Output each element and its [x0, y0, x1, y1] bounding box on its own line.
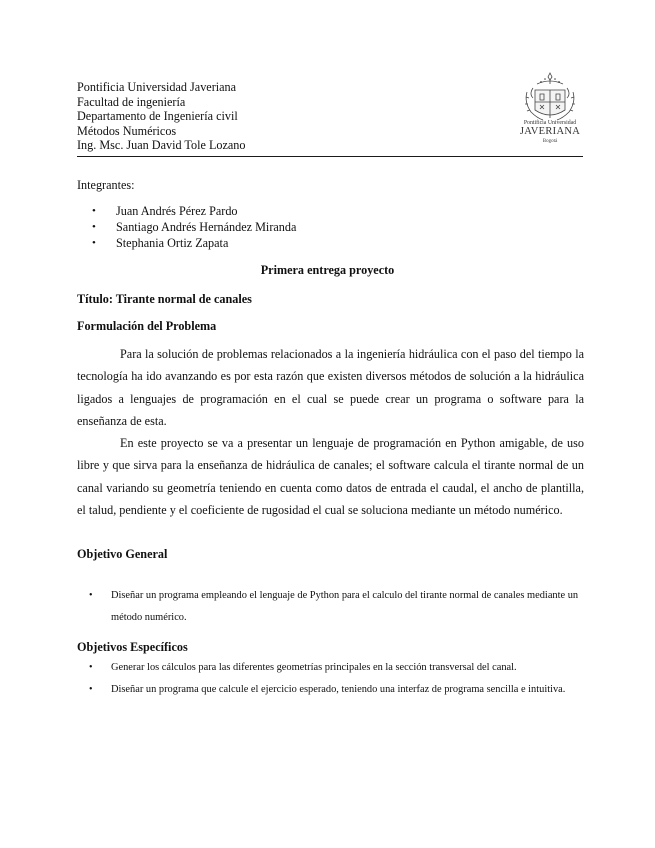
- bullet-icon: •: [92, 237, 96, 249]
- member-name: Santiago Andrés Hernández Miranda: [116, 220, 297, 234]
- members-label: Integrantes:: [77, 178, 135, 192]
- header-university: Pontificia Universidad Javeriana: [77, 80, 237, 94]
- logo-caption-name: JAVERIANA: [519, 126, 581, 137]
- list-item: [92, 219, 296, 235]
- header-professor: Ing. Msc. Juan David Tole Lozano: [77, 138, 246, 153]
- project-title: Título: Tirante normal de canales: [77, 292, 252, 306]
- member-name: Juan Andrés Pérez Pardo: [116, 204, 238, 218]
- header-course: Métodos Numéricos: [77, 123, 177, 138]
- header-department: Departamento de Ingeniería civil: [77, 109, 238, 124]
- page-header: [77, 80, 583, 157]
- bullet-icon: •: [92, 205, 96, 217]
- objetivo-general-list: [89, 585, 589, 628]
- list-item: [89, 657, 589, 679]
- objective-text: Diseñar un programa que calcule el ejercicio esperado, teniendo una interfaz de programa sencilla e intuitiva.: [111, 683, 566, 695]
- paragraph-formulacion-2: En este proyecto se va a presentar un lenguaje de programación en Python amigable, de uso libre y que sirva para la enseñanza de hidráulica de canales; el software calcula el tirante normal de un canal variando su geometría teniendo en cuenta como datos de entrada el caudal, el ancho de plantilla, el talud, pendiente y el coeficiente de rugosidad el cual se soluciona mediante un método numérico.: [77, 436, 584, 518]
- bullet-icon: •: [89, 590, 93, 601]
- header-text-block: [77, 80, 246, 153]
- list-item: [92, 235, 296, 251]
- section-heading-objetivo-general: Objetivo General: [77, 547, 168, 561]
- bullet-icon: •: [89, 662, 93, 673]
- document-subtitle: Primera entrega proyecto: [260, 263, 395, 277]
- members-list: [92, 203, 296, 251]
- paragraph-formulacion-1: Para la solución de problemas relacionados a la ingeniería hidráulica con el paso del tiempo la tecnología ha ido avanzando es por esta razón que existen diversos métodos de solución a la hidráulica ligados a lenguajes de programación en el cual se puede crear un programa o software para la enseñanza de esta.: [77, 347, 584, 429]
- bullet-icon: •: [89, 683, 93, 695]
- logo-caption-small: Pontificia Universidad: [523, 120, 577, 126]
- list-item: [89, 585, 589, 628]
- list-item: [89, 679, 589, 701]
- member-name: Stephania Ortiz Zapata: [116, 236, 229, 250]
- section-heading-objetivos-especificos: Objetivos Específicos: [77, 640, 188, 654]
- section-heading-formulacion: Formulación del Problema: [77, 319, 217, 333]
- bullet-icon: •: [92, 221, 96, 233]
- objective-text: Diseñar un programa empleando el lenguaje de Python para el calculo del tirante normal de canales mediante un método numérico.: [111, 590, 579, 623]
- university-logo: [515, 70, 585, 154]
- logo-caption-city: Bogotá: [542, 139, 558, 144]
- objetivos-especificos-list: [89, 657, 589, 700]
- header-faculty: Facultad de ingeniería: [77, 94, 186, 109]
- list-item: [92, 203, 296, 219]
- objective-text: Generar los cálculos para las diferentes geometrías principales en la sección transversal del canal.: [111, 662, 517, 673]
